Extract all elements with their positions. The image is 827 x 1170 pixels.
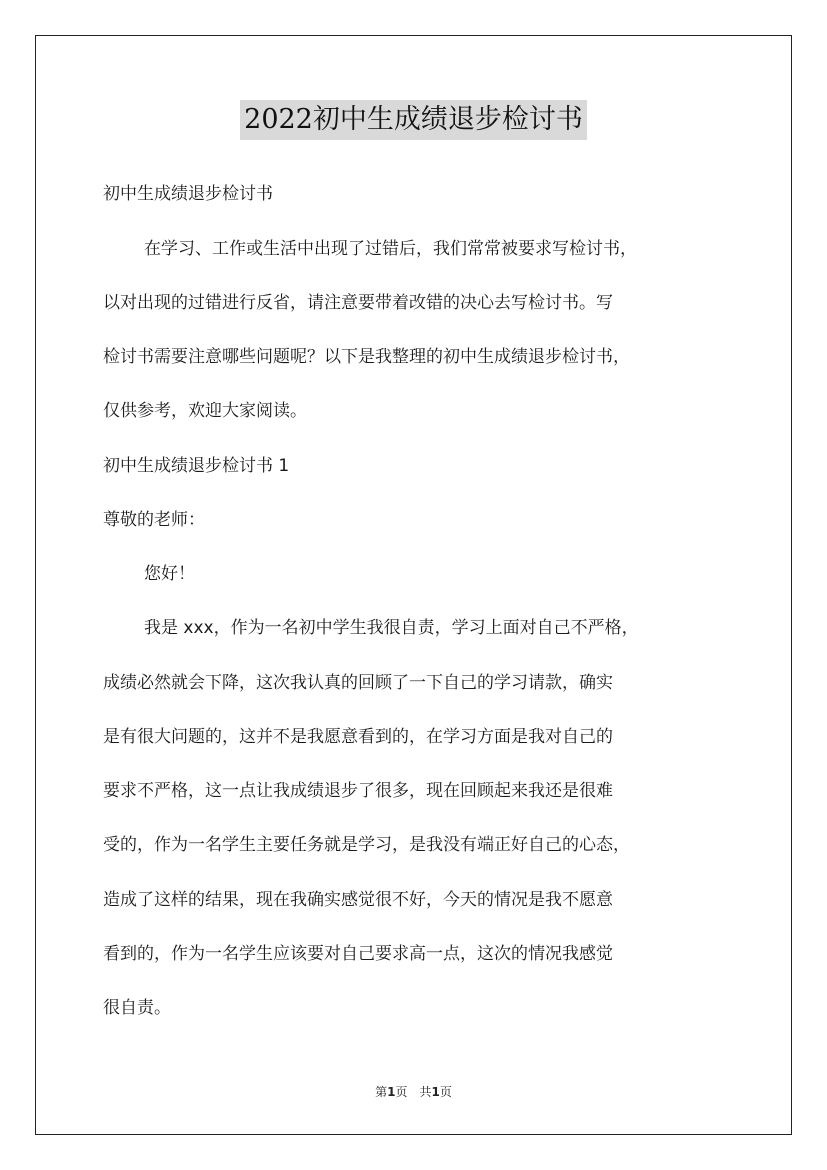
paragraph-line: 很自责。 xyxy=(103,998,171,1018)
paragraph-line: 受的，作为一名学生主要任务就是学习，是我没有端正好自己的心态， xyxy=(103,835,630,855)
paragraph-line: 成绩必然就会下降，这次我认真的回顾了一下自己的学习请款，确实 xyxy=(103,673,613,693)
paragraph-line: 我是 xxx，作为一名初中学生我很自责，学习上面对自己不严格， xyxy=(144,618,639,638)
document-title: 2022初中生成绩退步检讨书 xyxy=(240,100,587,140)
greeting: 您好！ xyxy=(144,564,195,584)
paragraph-line: 以对出现的过错进行反省，请注意要带着改错的决心去写检讨书。写 xyxy=(103,293,613,313)
footer-page-total: 1 xyxy=(431,1085,440,1099)
paragraph-line: 看到的，作为一名学生应该要对自己要求高一点，这次的情况我感觉 xyxy=(103,944,613,964)
paragraph-line: 检讨书需要注意哪些问题呢？以下是我整理的初中生成绩退步检讨书， xyxy=(103,347,630,367)
footer-page-prefix: 第 xyxy=(375,1085,388,1099)
title-container xyxy=(0,100,827,140)
paragraph-line: 造成了这样的结果，现在我确实感觉很不好，今天的情况是我不愿意 xyxy=(103,890,613,910)
salutation: 尊敬的老师： xyxy=(103,510,205,530)
footer-page-mid: 页 共 xyxy=(395,1085,432,1099)
page-footer xyxy=(0,1084,827,1100)
paragraph-line: 仅供参考，欢迎大家阅读。 xyxy=(103,401,307,421)
paragraph-line: 是有很大问题的，这并不是我愿意看到的，在学习方面是我对自己的 xyxy=(103,727,613,747)
paragraph-line: 在学习、工作或生活中出现了过错后，我们常常被要求写检讨书， xyxy=(144,239,637,259)
footer-page-suffix: 页 xyxy=(439,1085,452,1099)
footer-page-number: 1 xyxy=(387,1085,396,1099)
subtitle-line: 初中生成绩退步检讨书 xyxy=(103,184,273,204)
paragraph-line: 要求不严格，这一点让我成绩退步了很多，现在回顾起来我还是很难 xyxy=(103,781,613,801)
section-heading: 初中生成绩退步检讨书 1 xyxy=(103,456,290,476)
